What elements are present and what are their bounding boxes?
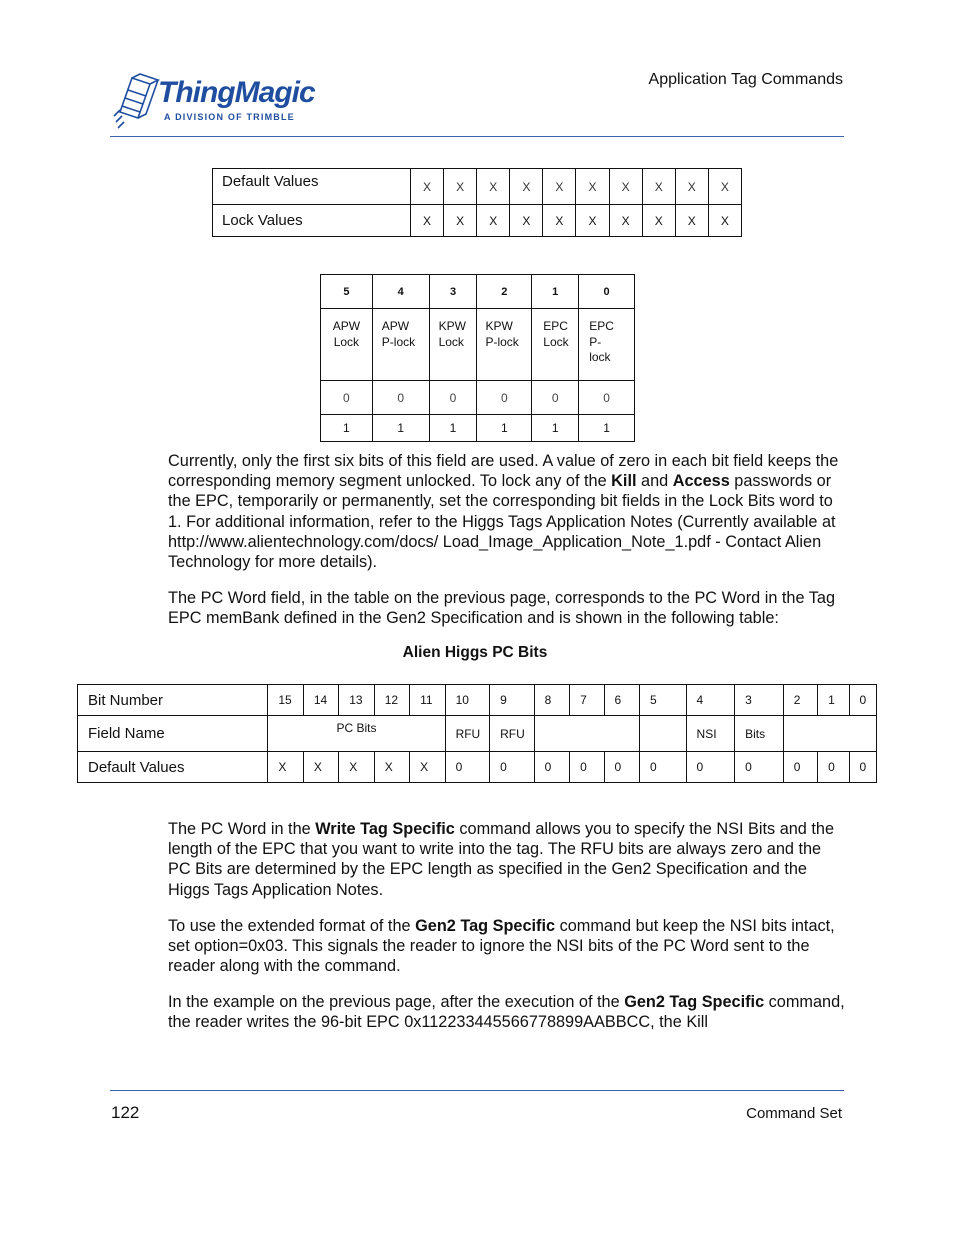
- table-cell: X: [642, 205, 675, 237]
- table-row: [213, 169, 742, 205]
- table-cell: X: [444, 169, 477, 205]
- default-value-cell: 0: [490, 752, 535, 783]
- default-value-cell: 0: [639, 752, 686, 783]
- row-label: Bit Number: [78, 685, 268, 716]
- table-row: [78, 716, 877, 752]
- default-value-cell: 0: [849, 752, 876, 783]
- default-value-cell: 0: [445, 752, 490, 783]
- bit-number-cell: 6: [604, 685, 639, 716]
- page-number: 122: [111, 1103, 140, 1122]
- table-cell: X: [675, 205, 708, 237]
- empty-cell: [534, 716, 639, 752]
- empty-cell: [783, 716, 876, 752]
- rfu-cell: RFU: [490, 716, 535, 752]
- bit-number-cell: 3: [735, 685, 784, 716]
- header-rule: [110, 136, 844, 137]
- row-label: Default Values: [213, 169, 411, 205]
- table-cell: 0: [532, 381, 579, 415]
- bit-number-cell: 15: [268, 685, 303, 716]
- table-row: [321, 309, 635, 381]
- table-cell: 1: [321, 415, 373, 442]
- table-cell: X: [411, 205, 444, 237]
- paragraph-pc-word: The PC Word field, in the table on the previous page, corresponds to the PC Word in the Tag EPC memBank defined in the Gen2 Specification and is shown in the following table:: [168, 589, 836, 628]
- bit-number-cell: 1: [532, 275, 579, 309]
- bit-number-cell: 8: [534, 685, 569, 716]
- field-name-cell: KPW Lock: [429, 309, 477, 381]
- lock-values-table: [212, 168, 742, 237]
- table-cell: 0: [477, 381, 532, 415]
- table-cell: X: [576, 205, 609, 237]
- paragraph-example: In the example on the previous page, after the execution of the Gen2 Tag Specific command, the reader writes the 96-bit EPC 0x112233445566778899AABBCC, the Kill: [168, 993, 845, 1032]
- bit-number-cell: 7: [570, 685, 604, 716]
- table-row: [321, 381, 635, 415]
- table-row: [213, 205, 742, 237]
- table-row: [321, 415, 635, 442]
- table-cell: X: [510, 169, 543, 205]
- table-cell: X: [675, 169, 708, 205]
- bit-number-cell: 4: [686, 685, 735, 716]
- table-cell: 1: [477, 415, 532, 442]
- table-cell: 1: [429, 415, 477, 442]
- table-cell: X: [708, 205, 741, 237]
- table-cell: X: [411, 169, 444, 205]
- table-row: [78, 685, 877, 716]
- table-cell: X: [708, 169, 741, 205]
- row-label: Default Values: [78, 752, 268, 783]
- table-cell: X: [576, 169, 609, 205]
- default-value-cell: 0: [570, 752, 604, 783]
- field-name-cell: EPC P- lock: [579, 309, 635, 381]
- bit-number-cell: 4: [372, 275, 429, 309]
- bit-number-cell: 3: [429, 275, 477, 309]
- field-name-cell: KPW P-lock: [477, 309, 532, 381]
- table-cell: X: [543, 169, 576, 205]
- rfu-cell: RFU: [445, 716, 490, 752]
- default-value-cell: X: [410, 752, 445, 783]
- table-cell: X: [642, 169, 675, 205]
- empty-cell: [639, 716, 686, 752]
- default-value-cell: 0: [686, 752, 735, 783]
- table-cell: 0: [372, 381, 429, 415]
- bit-number-cell: 0: [849, 685, 876, 716]
- paragraph-write-tag-specific: The PC Word in the Write Tag Specific command allows you to specify the NSI Bits and the length of the EPC that you want to write into the tag. The RFU bits are always zero and the PC Bits are determined by the EPC length as specified in the Gen2 Specification and the Higgs Tags Application Notes.: [168, 820, 835, 899]
- paragraph-lock-bits: Currently, only the first six bits of this field are used. A value of zero in each bit field keeps the corresponding memory segment unlocked. To lock any of the Kill and Access passwords or the EPC, temporarily or permanently, set the corresponding bit fields in the Lock Bits word to 1. For additional information, refer to the Higgs Tags Application Notes (Currently available at http://www.alientechnology.com/docs/ Load_Image_Application_Note_1.pdf - Contact Alien Technology for more details).: [168, 452, 839, 572]
- table-cell: 1: [532, 415, 579, 442]
- pc-table-caption: Alien Higgs PC Bits: [402, 644, 548, 661]
- thingmagic-logo: [112, 72, 315, 132]
- table-cell: X: [477, 169, 510, 205]
- default-value-cell: 0: [534, 752, 569, 783]
- default-value-cell: 0: [735, 752, 784, 783]
- logo-tagline: A DIVISION OF TRIMBLE: [164, 112, 295, 122]
- bit-number-cell: 5: [321, 275, 373, 309]
- bit-number-cell: 13: [339, 685, 374, 716]
- bit-number-cell: 1: [818, 685, 849, 716]
- bit-number-cell: 2: [783, 685, 817, 716]
- bit-number-cell: 14: [303, 685, 338, 716]
- table-cell: X: [510, 205, 543, 237]
- table-cell: X: [543, 205, 576, 237]
- default-value-cell: X: [268, 752, 303, 783]
- default-value-cell: X: [339, 752, 374, 783]
- table-cell: 1: [372, 415, 429, 442]
- table-cell: 0: [321, 381, 373, 415]
- default-value-cell: 0: [604, 752, 639, 783]
- field-name-cell: EPC Lock: [532, 309, 579, 381]
- bit-number-cell: 5: [639, 685, 686, 716]
- table-cell: X: [477, 205, 510, 237]
- field-name-cell: APW Lock: [321, 309, 373, 381]
- default-value-cell: 0: [783, 752, 817, 783]
- logo-wordmark: ThingMagic: [158, 76, 315, 109]
- table-row: [78, 752, 877, 783]
- table-cell: 0: [429, 381, 477, 415]
- lock-bits-table: [320, 274, 635, 442]
- pc-bits-cell: PC Bits: [268, 716, 445, 752]
- row-label: Lock Values: [213, 205, 411, 237]
- bit-number-cell: 2: [477, 275, 532, 309]
- table-cell: X: [444, 205, 477, 237]
- table-row: [321, 275, 635, 309]
- table-cell: 0: [579, 381, 635, 415]
- bit-number-cell: 10: [445, 685, 490, 716]
- nsi-cell: NSI: [686, 716, 735, 752]
- bit-number-cell: 0: [579, 275, 635, 309]
- default-value-cell: 0: [818, 752, 849, 783]
- default-value-cell: X: [374, 752, 409, 783]
- bit-number-cell: 9: [490, 685, 535, 716]
- bit-number-cell: 12: [374, 685, 409, 716]
- paragraph-gen2-extended: To use the extended format of the Gen2 Tag Specific command but keep the NSI bits intact, set option=0x03. This signals the reader to ignore the NSI bits of the PC Word sent to the reader along with the command.: [168, 917, 835, 976]
- footer-section-title: Command Set: [746, 1105, 842, 1122]
- table-cell: X: [609, 205, 642, 237]
- header-section-title: Application Tag Commands: [648, 71, 843, 88]
- row-label: Field Name: [78, 716, 268, 752]
- field-name-cell: APW P-lock: [372, 309, 429, 381]
- footer-rule: [110, 1090, 844, 1091]
- nsi-bits-cell: Bits: [735, 716, 784, 752]
- pc-bits-table: [77, 684, 877, 783]
- table-cell: X: [609, 169, 642, 205]
- bit-number-cell: 11: [410, 685, 445, 716]
- table-cell: 1: [579, 415, 635, 442]
- default-value-cell: X: [303, 752, 338, 783]
